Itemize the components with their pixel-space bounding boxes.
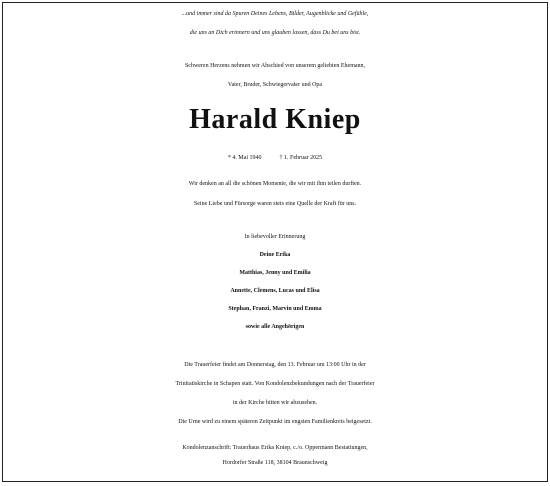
service-line-2: Trinitatiskirche in Schapen statt. Von Kondolenzbekundungen nach der Trauerfeier (175, 381, 375, 387)
birth-date: * 4. Mai 1940 (227, 155, 262, 161)
mourner-name: Annette, Clemens, Lucas und Elisa (230, 288, 320, 294)
deceased-name: Harald Kniep (189, 104, 361, 135)
intro-quote-line-1: ...und immer sind da Spuren Deines Lebens, Bilder, Augenblicke und Gefühle, (181, 11, 369, 17)
intro-quote-line-2: die uns an Dich erinnern und uns glauben lassen, dass Du bei uns bist. (189, 30, 361, 36)
service-line-3: in der Kirche bitten wir abzusehen. (232, 400, 318, 406)
tribute-line-2: Seine Liebe und Fürsorge waren stets eine Quelle der Kraft für uns. (193, 201, 357, 207)
service-line-1: Die Trauerfeier findet am Donnerstag, den 13. Februar um 13:00 Uhr in der (184, 362, 366, 368)
tribute-line-1: Wir denken an all die schönen Momente, die wir mit ihm teilen durften. (188, 181, 362, 187)
announcement-line-2: Vater, Bruder, Schwiegervater und Opa (227, 82, 323, 88)
death-date: † 1. Februar 2025 (279, 155, 323, 161)
condolence-address-line-1: Kondolenzanschrift: Trauerhaus Erika Kniep, c./o. Oppermann Bestattungen, (182, 445, 368, 451)
condolence-address-line-2: Hordorfer Straße 118, 38104 Braunschweig (222, 460, 328, 466)
mourner-name: Deine Erika (259, 252, 291, 258)
mourner-name: sowie alle Angehörigen (245, 324, 305, 330)
service-line-4: Die Urne wird zu einem späteren Zeitpunkt im engsten Familienkreis beigesetzt. (178, 419, 372, 425)
announcement-line-1: Schweren Herzens nehmen wir Abschied von unserem geliebten Ehemann, (184, 63, 366, 69)
mourner-name: Matthias, Jenny und Emilia (239, 270, 311, 276)
mourners-heading: In liebevoller Erinnerung (244, 234, 306, 240)
obituary-notice (2, 2, 548, 482)
mourner-name: Stephan, Franzi, Marvin und Emma (228, 306, 322, 312)
life-dates (3, 155, 547, 161)
